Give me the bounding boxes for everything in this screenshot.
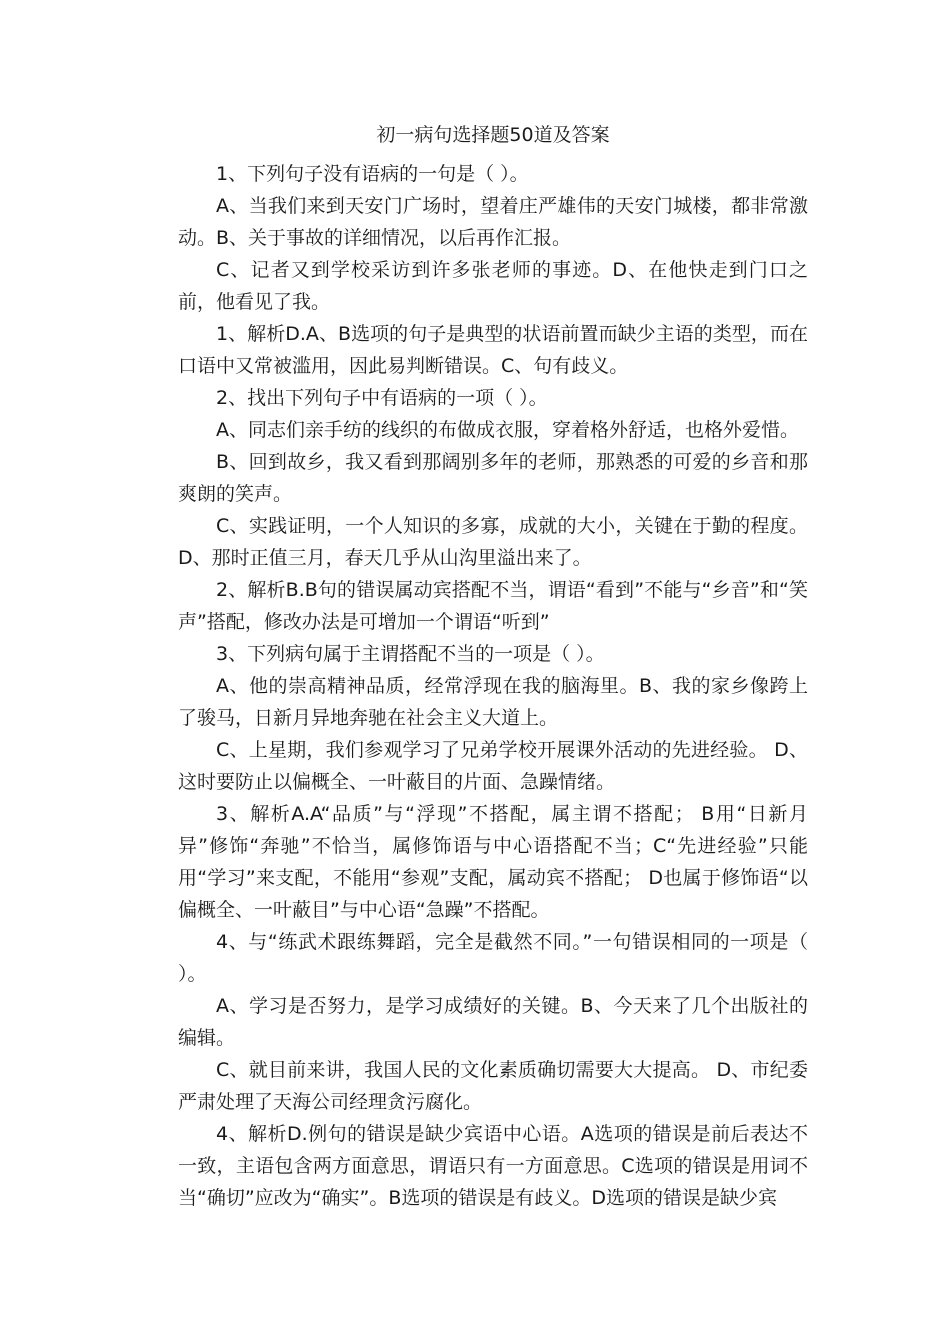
document-title: 初一病句选择题50道及答案	[376, 124, 610, 146]
question-2-options-cd: C、实践证明，一个人知识的多寡，成就的大小，关键在于勤的程度。D、那时正值三月，春天几乎从山沟里溢出来了。	[178, 515, 808, 569]
document-page	[178, 120, 808, 1214]
question-3-options-ab: A、他的崇高精神品质，经常浮现在我的脑海里。B、我的家乡像跨上了骏马，日新月异地奔驰在社会主义大道上。	[178, 675, 808, 729]
question-1-stem: 1、下列句子没有语病的一句是（ ）。	[216, 163, 529, 185]
question-4-options-cd: C、就目前来讲，我国人民的文化素质确切需要大大提高。 D、市纪委严肃处理了天海公司经理贪污腐化。	[178, 1059, 808, 1113]
question-3-analysis: 3、解析A.A“品质”与“浮现”不搭配，属主谓不搭配； B用“日新月异”修饰“奔驰”不恰当，属修饰语与中心语搭配不当；C“先进经验”只能用“学习”来支配，不能用“参观”支配，属动宾不搭配； D也属于修饰语“以偏概全、一叶蔽目”与中心语“急躁”不搭配。	[178, 803, 808, 921]
question-1-options-ab: A、当我们来到天安门广场时，望着庄严雄伟的天安门城楼，都非常激动。B、关于事故的详细情况，以后再作汇报。	[178, 195, 808, 249]
question-4-options-ab: A、学习是否努力，是学习成绩好的关键。B、今天来了几个出版社的编辑。	[178, 995, 808, 1049]
question-4-analysis: 4、解析D.例句的错误是缺少宾语中心语。A选项的错误是前后表达不一致，主语包含两方面意思，谓语只有一方面意思。C选项的错误是用词不当“确切”应改为“确实”。B选项的错误是有歧义。D选项的错误是缺少宾	[178, 1123, 808, 1209]
question-2-option-b: B、回到故乡，我又看到那阔别多年的老师，那熟悉的可爱的乡音和那爽朗的笑声。	[178, 451, 808, 505]
question-2-option-a: A、同志们亲手纺的线织的布做成衣服，穿着格外舒适，也格外爱惜。	[216, 419, 799, 441]
question-1-options-cd: C、记者又到学校采访到许多张老师的事迹。D、在他快走到门口之前，他看见了我。	[178, 259, 808, 313]
question-2-analysis: 2、解析B.B句的错误属动宾搭配不当，谓语“看到”不能与“乡音”和“笑声”搭配，修改办法是可增加一个谓语“听到”	[178, 579, 808, 633]
question-4-stem: 4、与“练武术跟练舞蹈，完全是截然不同。”一句错误相同的一项是（ ）。	[178, 931, 808, 985]
question-1-analysis: 1、解析D.A、B选项的句子是典型的状语前置而缺少主语的类型，而在口语中又常被滥用，因此易判断错误。C、句有歧义。	[178, 323, 808, 377]
question-2-stem: 2、找出下列句子中有语病的一项（ ）。	[216, 387, 548, 409]
question-3-stem: 3、下列病句属于主谓搭配不当的一项是（ ）。	[216, 643, 605, 665]
question-3-options-cd: C、上星期，我们参观学习了兄弟学校开展课外活动的先进经验。 D、这时要防止以偏概全、一叶蔽目的片面、急躁情绪。	[178, 739, 808, 793]
